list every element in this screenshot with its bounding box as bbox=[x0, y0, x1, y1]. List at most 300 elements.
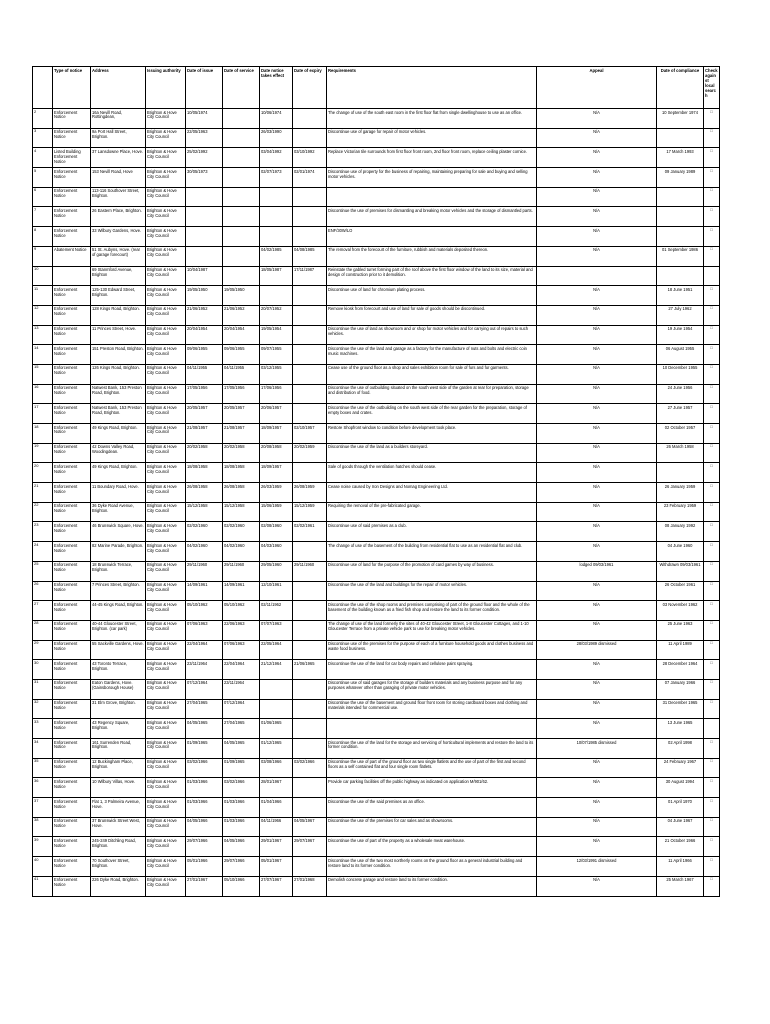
cell-check: □ bbox=[704, 837, 720, 857]
cell-expiry-date bbox=[293, 207, 327, 227]
cell-expiry-date bbox=[293, 325, 327, 345]
enforcement-notices-table bbox=[32, 66, 720, 897]
cell-num: 19 bbox=[33, 443, 53, 463]
cell-address: 153 Nevill Road, Hove bbox=[91, 168, 146, 188]
cell-requirements: Discontinue the use of part of the property as a wholesale meat warehouse. bbox=[327, 837, 537, 857]
cell-requirements: Discontinue the use of the premises for car sales and as showrooms. bbox=[327, 817, 537, 837]
cell-effect-date: 05/01/1967 bbox=[260, 857, 293, 877]
cell-check: □ bbox=[704, 286, 720, 306]
cell-type: Enforcement Notice bbox=[53, 601, 91, 621]
cell-authority: Brighton & Hove City Council bbox=[146, 443, 186, 463]
cell-requirements: Discontinue use of land for chromium plating process. bbox=[327, 286, 537, 306]
table-row bbox=[33, 246, 720, 266]
cell-type: Enforcement Notice bbox=[53, 758, 91, 778]
cell-effect-date bbox=[260, 679, 293, 699]
cell-check: □ bbox=[704, 246, 720, 266]
cell-num: 23 bbox=[33, 522, 53, 542]
cell-requirements: Discontinue use of garage for repair of motor vehicles. bbox=[327, 128, 537, 148]
cell-num: 29 bbox=[33, 640, 53, 660]
table-row bbox=[33, 325, 720, 345]
cell-service-date: 14/09/1961 bbox=[223, 581, 260, 601]
cell-service-date bbox=[223, 109, 260, 129]
cell-num: 14 bbox=[33, 345, 53, 365]
cell-appeal: 10/07/1985 dismissed bbox=[537, 739, 657, 759]
table-row bbox=[33, 679, 720, 699]
cell-num: 12 bbox=[33, 305, 53, 325]
cell-expiry-date bbox=[293, 364, 327, 384]
cell-address: 226 Dyke Road, Brighton. bbox=[91, 876, 146, 896]
cell-num: 5 bbox=[33, 168, 53, 188]
cell-effect-date: 21/12/1964 bbox=[260, 660, 293, 680]
table-row bbox=[33, 207, 720, 227]
cell-check: □ bbox=[704, 679, 720, 699]
table-row bbox=[33, 128, 720, 148]
cell-check: □ bbox=[704, 739, 720, 759]
cell-authority: Brighton & Hove City Council bbox=[146, 758, 186, 778]
cell-appeal: N/A bbox=[537, 542, 657, 562]
cell-service-date bbox=[223, 246, 260, 266]
cell-compliance-date: 04 June 1967 bbox=[657, 817, 704, 837]
cell-type: Enforcement Notice bbox=[53, 640, 91, 660]
cell-effect-date bbox=[260, 207, 293, 227]
cell-requirements: Discontinue the use of outbuilding situated on the south west side of the garden at rear for preparation, storage and distribution of food. bbox=[327, 384, 537, 404]
cell-num: 32 bbox=[33, 699, 53, 719]
cell-authority: Brighton & Hove City Council bbox=[146, 345, 186, 365]
cell-authority: Brighton & Hove City Council bbox=[146, 739, 186, 759]
table-row bbox=[33, 404, 720, 424]
cell-effect-date: 01/04/1966 bbox=[260, 798, 293, 818]
cell-appeal: N/A bbox=[537, 148, 657, 168]
cell-num: 20 bbox=[33, 463, 53, 483]
cell-num: 4 bbox=[33, 148, 53, 168]
cell-type: Enforcement Notice bbox=[53, 187, 91, 207]
cell-appeal: N/A bbox=[537, 424, 657, 444]
cell-appeal: N/A bbox=[537, 876, 657, 896]
cell-compliance-date: 03 November 1962 bbox=[657, 601, 704, 621]
cell-address: Natwest Bank, 153 Preston Road, Brighton. bbox=[91, 384, 146, 404]
cell-appeal: N/A bbox=[537, 601, 657, 621]
cell-authority: Brighton & Hove City Council bbox=[146, 227, 186, 247]
cell-expiry-date: 04/08/1985 bbox=[293, 246, 327, 266]
cell-expiry-date: 27/01/1968 bbox=[293, 876, 327, 896]
cell-type: Enforcement Notice bbox=[53, 837, 91, 857]
cell-authority: Brighton & Hove City Council bbox=[146, 168, 186, 188]
cell-address: 43 Regency Square, Brighton. bbox=[91, 719, 146, 739]
cell-type: Enforcement Notice bbox=[53, 699, 91, 719]
cell-expiry-date bbox=[293, 798, 327, 818]
cell-appeal: N/A bbox=[537, 325, 657, 345]
cell-check: □ bbox=[704, 857, 720, 877]
table-row bbox=[33, 817, 720, 837]
table-row bbox=[33, 620, 720, 640]
cell-num: 21 bbox=[33, 483, 53, 503]
cell-authority: Brighton & Hove City Council bbox=[146, 817, 186, 837]
cell-compliance-date: 25 June 1963 bbox=[657, 620, 704, 640]
cell-service-date: 27/04/1965 bbox=[223, 719, 260, 739]
cell-address: 40-44 Gloucester Street, Brighton. (car park) bbox=[91, 620, 146, 640]
cell-effect-date: 07/07/1963 bbox=[260, 620, 293, 640]
cell-num: 35 bbox=[33, 758, 53, 778]
cell-effect-date: 28/01/1967 bbox=[260, 778, 293, 798]
cell-num: 2 bbox=[33, 109, 53, 129]
table-row bbox=[33, 384, 720, 404]
cell-expiry-date: 29/11/1960 bbox=[293, 561, 327, 581]
cell-compliance-date: 01 April 1970 bbox=[657, 798, 704, 818]
cell-appeal: N/A bbox=[537, 168, 657, 188]
cell-address: 18 Brunswick Terrace, Brighton. bbox=[91, 561, 146, 581]
header-num bbox=[33, 67, 53, 109]
cell-type: Enforcement Notice bbox=[53, 109, 91, 129]
cell-issue-date: 22/04/1964 bbox=[186, 640, 223, 660]
cell-num: 15 bbox=[33, 364, 53, 384]
cell-check: □ bbox=[704, 187, 720, 207]
cell-effect-date: 18/09/1957 bbox=[260, 424, 293, 444]
cell-expiry-date bbox=[293, 699, 327, 719]
cell-type: Enforcement Notice bbox=[53, 286, 91, 306]
cell-num: 3 bbox=[33, 128, 53, 148]
cell-type: Enforcement Notice bbox=[53, 227, 91, 247]
table-row bbox=[33, 168, 720, 188]
cell-effect-date: 04/03/1960 bbox=[260, 542, 293, 562]
cell-check: □ bbox=[704, 601, 720, 621]
cell-issue-date: 25/02/1992 bbox=[186, 148, 223, 168]
cell-check bbox=[704, 719, 720, 739]
cell-address: 12 Buckingham Place, Brighton. bbox=[91, 758, 146, 778]
cell-address: 43 Toronto Terrace, Brighton. bbox=[91, 660, 146, 680]
cell-appeal: N/A bbox=[537, 837, 657, 857]
cell-num: 24 bbox=[33, 542, 53, 562]
cell-authority: Brighton & Hove City Council bbox=[146, 837, 186, 857]
cell-issue-date: 05/01/1966 bbox=[186, 857, 223, 877]
cell-requirements: Discontinue the use of the shop rooms and premises comprising of part of the ground floor and the whole of the basement of the building known as a fried fish shop and restore the land to its former condition. bbox=[327, 601, 537, 621]
cell-requirements: Sale of goods through the ventilation hatches should cease. bbox=[327, 463, 537, 483]
cell-compliance-date: 11 April 1966 bbox=[657, 857, 704, 877]
cell-issue-date: 21/08/1957 bbox=[186, 424, 223, 444]
cell-num: 9 bbox=[33, 246, 53, 266]
cell-compliance-date: 04 June 1960 bbox=[657, 542, 704, 562]
cell-address: Natwest Bank, 153 Preston Road, Brighton. bbox=[91, 404, 146, 424]
cell-appeal: N/A bbox=[537, 443, 657, 463]
cell-effect-date: 04/11/1966 bbox=[260, 817, 293, 837]
cell-effect-date: 19/05/1954 bbox=[260, 325, 293, 345]
cell-effect-date: 02/07/1973 bbox=[260, 168, 293, 188]
cell-address: 161 Surrenden Road, Brighton. bbox=[91, 739, 146, 759]
cell-service-date: 02/02/1960 bbox=[223, 522, 260, 542]
cell-check: □ bbox=[704, 778, 720, 798]
cell-expiry-date: 21/06/1965 bbox=[293, 660, 327, 680]
cell-type: Enforcement Notice bbox=[53, 364, 91, 384]
cell-expiry-date bbox=[293, 581, 327, 601]
cell-effect-date: 27/07/1967 bbox=[260, 876, 293, 896]
cell-appeal: N/A bbox=[537, 286, 657, 306]
cell-issue-date bbox=[186, 246, 223, 266]
header-service: Date of service bbox=[223, 67, 260, 109]
table-row bbox=[33, 305, 720, 325]
cell-check: □ bbox=[704, 168, 720, 188]
cell-expiry-date bbox=[293, 640, 327, 660]
cell-expiry-date bbox=[293, 739, 327, 759]
cell-requirements: Discontinue the use of land as showroom and or shop for motor vehicles and for carrying out of repairs to such vehicles. bbox=[327, 325, 537, 345]
cell-compliance-date: 10 December 1955 bbox=[657, 364, 704, 384]
cell-service-date: 17/05/1956 bbox=[223, 384, 260, 404]
cell-type: Enforcement Notice bbox=[53, 404, 91, 424]
table-row bbox=[33, 798, 720, 818]
cell-check: □ bbox=[704, 443, 720, 463]
cell-effect-date: 20/07/1952 bbox=[260, 305, 293, 325]
cell-issue-date: 09/06/1955 bbox=[186, 345, 223, 365]
cell-authority: Brighton & Hove City Council bbox=[146, 679, 186, 699]
cell-compliance-date: 28 December 1964 bbox=[657, 660, 704, 680]
table-row bbox=[33, 739, 720, 759]
cell-compliance-date: 26 March 1958 bbox=[657, 443, 704, 463]
table-row bbox=[33, 719, 720, 739]
cell-authority: Brighton & Hove City Council bbox=[146, 384, 186, 404]
cell-address: 31 Elm Grove, Brighton. bbox=[91, 699, 146, 719]
cell-expiry-date bbox=[293, 109, 327, 129]
cell-num: 6 bbox=[33, 187, 53, 207]
cell-requirements bbox=[327, 719, 537, 739]
cell-authority: Brighton & Hove City Council bbox=[146, 719, 186, 739]
cell-compliance-date bbox=[657, 187, 704, 207]
cell-appeal: N/A bbox=[537, 246, 657, 266]
cell-expiry-date bbox=[293, 463, 327, 483]
cell-effect-date: 02/08/1960 bbox=[260, 522, 293, 542]
cell-effect-date: 20/06/1957 bbox=[260, 404, 293, 424]
cell-appeal: N/A bbox=[537, 109, 657, 129]
cell-check: □ bbox=[704, 404, 720, 424]
cell-num: 39 bbox=[33, 837, 53, 857]
cell-compliance-date: 26 October 1961 bbox=[657, 581, 704, 601]
cell-authority: Brighton & Hove City Council bbox=[146, 128, 186, 148]
cell-issue-date: 20/04/1954 bbox=[186, 325, 223, 345]
table-row bbox=[33, 758, 720, 778]
cell-authority: Brighton & Hove City Council bbox=[146, 640, 186, 660]
cell-authority: Brighton & Hove City Council bbox=[146, 778, 186, 798]
header-check: Check against local search bbox=[704, 67, 720, 109]
cell-effect-date: 29/01/1967 bbox=[260, 837, 293, 857]
table-row bbox=[33, 876, 720, 896]
cell-address: 49 Kings Road, Brighton. bbox=[91, 424, 146, 444]
cell-authority: Brighton & Hove City Council bbox=[146, 699, 186, 719]
cell-type: Enforcement Notice bbox=[53, 424, 91, 444]
cell-requirements: Discontinue the use of part of the ground floor as two single flatlets and the use of part of the first and second floors as a self contained flat and four single room flatlets. bbox=[327, 758, 537, 778]
cell-issue-date: 03/02/1966 bbox=[186, 758, 223, 778]
cell-address: Flat 1, 3 Palmeira Avenue, Hove. bbox=[91, 798, 146, 818]
cell-effect-date: 01/06/1965 bbox=[260, 719, 293, 739]
cell-issue-date: 10/04/1987 bbox=[186, 266, 223, 286]
cell-compliance-date: 10 September 1974 bbox=[657, 109, 704, 129]
cell-type: Enforcement Notice bbox=[53, 561, 91, 581]
cell-address: 55 Sackville Gardens, Hove. bbox=[91, 640, 146, 660]
cell-address: 49 Kings Road, Brighton. bbox=[91, 463, 146, 483]
cell-address: 113-116 Southover Street, Brighton. bbox=[91, 187, 146, 207]
cell-compliance-date: 06 August 1955 bbox=[657, 345, 704, 365]
cell-issue-date: 10/05/1974 bbox=[186, 109, 223, 129]
cell-type: Enforcement Notice bbox=[53, 542, 91, 562]
cell-service-date: 22/04/1964 bbox=[223, 660, 260, 680]
cell-type: Abatement Notice bbox=[53, 246, 91, 266]
table-row bbox=[33, 640, 720, 660]
cell-service-date: 26/08/1958 bbox=[223, 483, 260, 503]
cell-authority: Brighton & Hove City Council bbox=[146, 798, 186, 818]
cell-num: 38 bbox=[33, 817, 53, 837]
cell-effect-date bbox=[260, 187, 293, 207]
cell-compliance-date: 02 April 1998 bbox=[657, 739, 704, 759]
cell-address: 9a Port Hall Street, Brighton. bbox=[91, 128, 146, 148]
cell-expiry-date: 04/05/1967 bbox=[293, 817, 327, 837]
cell-appeal: N/A bbox=[537, 364, 657, 384]
cell-type: Enforcement Notice bbox=[53, 798, 91, 818]
cell-requirements: Discontinue use of land for the purpose of the promotion of card games by way of business. bbox=[327, 561, 537, 581]
cell-type: Enforcement Notice bbox=[53, 679, 91, 699]
cell-address: 33 Wilbury Gardens, Hove. bbox=[91, 227, 146, 247]
cell-requirements: Discontinue use of the premises for the purpose of each of a furniture household goods and clothes business and waste food business. bbox=[327, 640, 537, 660]
cell-address: 70 Southover Street, Brighton. bbox=[91, 857, 146, 877]
cell-authority: Brighton & Hove City Council bbox=[146, 266, 186, 286]
cell-authority: Brighton & Hove City Council bbox=[146, 857, 186, 877]
cell-num: 36 bbox=[33, 778, 53, 798]
cell-expiry-date: 29/07/1967 bbox=[293, 837, 327, 857]
cell-expiry-date bbox=[293, 542, 327, 562]
cell-service-date: 22/06/1963 bbox=[223, 620, 260, 640]
cell-service-date: 04/05/1965 bbox=[223, 739, 260, 759]
cell-effect-date: 22/05/1964 bbox=[260, 640, 293, 660]
cell-issue-date: 18/08/1958 bbox=[186, 463, 223, 483]
cell-issue-date: 21/06/1952 bbox=[186, 305, 223, 325]
cell-service-date: 07/12/1964 bbox=[223, 699, 260, 719]
cell-check: □ bbox=[704, 660, 720, 680]
cell-requirements: Discontinue use of property for the business of repairing, maintaining preparing for sale and buying and selling motor vehicles. bbox=[327, 168, 537, 188]
cell-requirements: The removal from the forecourt of the furniture, rubbish and materials deposited thereon. bbox=[327, 246, 537, 266]
cell-num: 11 bbox=[33, 286, 53, 306]
cell-issue-date: 26/08/1958 bbox=[186, 483, 223, 503]
cell-address: 51 St. Aubyns, Hove. (rear of garage forecourt) bbox=[91, 246, 146, 266]
cell-service-date: 03/02/1966 bbox=[223, 778, 260, 798]
cell-authority: Brighton & Hove City Council bbox=[146, 109, 186, 129]
cell-type: Enforcement Notice bbox=[53, 660, 91, 680]
cell-appeal: N/A bbox=[537, 620, 657, 640]
cell-compliance-date: Withdrawn 09/03/1961 bbox=[657, 561, 704, 581]
cell-effect-date: 17/06/1956 bbox=[260, 384, 293, 404]
cell-type: Enforcement Notice bbox=[53, 305, 91, 325]
cell-appeal: N/A bbox=[537, 207, 657, 227]
cell-appeal: N/A bbox=[537, 758, 657, 778]
cell-service-date bbox=[223, 207, 260, 227]
cell-requirements: Discontinue the use of the land and garage as a factory for the manufacture of nuts and bolts and electric coin music machines. bbox=[327, 345, 537, 365]
cell-address: Eaton Gardens, Hove. (Gainsborough House) bbox=[91, 679, 146, 699]
cell-issue-date: 20/05/1957 bbox=[186, 404, 223, 424]
cell-address: 46 Brunswick Square, Hove. bbox=[91, 522, 146, 542]
cell-effect-date: 02/11/1962 bbox=[260, 601, 293, 621]
cell-requirements: Demolish concrete garage and restore land to its former condition. bbox=[327, 876, 537, 896]
cell-type: Enforcement Notice bbox=[53, 778, 91, 798]
cell-num: 31 bbox=[33, 679, 53, 699]
cell-issue-date: 04/11/1955 bbox=[186, 364, 223, 384]
table-row bbox=[33, 364, 720, 384]
cell-authority: Brighton & Hove City Council bbox=[146, 660, 186, 680]
table-row bbox=[33, 266, 720, 286]
cell-authority: Brighton & Hove City Council bbox=[146, 601, 186, 621]
cell-requirements: Provide car parking facilities off the public highway as indicated on application M/901/62. bbox=[327, 778, 537, 798]
cell-service-date: 20/05/1957 bbox=[223, 404, 260, 424]
cell-appeal: N/A bbox=[537, 778, 657, 798]
cell-authority: Brighton & Hove City Council bbox=[146, 483, 186, 503]
cell-requirements: Discontinue the use of the outbuilding on the south west side of the rear garden for the preparation, storage of empty boxes and crates. bbox=[327, 404, 537, 424]
cell-requirements bbox=[327, 187, 537, 207]
cell-requirements: Discontinue the use of the basement and ground floor front room for storing cardboard boxes and clothing and materials intended for commercial use. bbox=[327, 699, 537, 719]
cell-type: Enforcement Notice bbox=[53, 620, 91, 640]
cell-effect-date bbox=[260, 699, 293, 719]
cell-check: □ bbox=[704, 817, 720, 837]
cell-type: Enforcement Notice bbox=[53, 443, 91, 463]
cell-authority: Brighton & Hove City Council bbox=[146, 502, 186, 522]
cell-type: Enforcement Notice bbox=[53, 719, 91, 739]
cell-appeal: N/A bbox=[537, 679, 657, 699]
cell-check: □ bbox=[704, 561, 720, 581]
cell-service-date: 20/04/1954 bbox=[223, 325, 260, 345]
cell-type: Enforcement Notice bbox=[53, 876, 91, 896]
cell-compliance-date: 21 October 1966 bbox=[657, 837, 704, 857]
cell-compliance-date: 13 June 1965 bbox=[657, 719, 704, 739]
cell-service-date: 21/06/1952 bbox=[223, 305, 260, 325]
cell-authority: Brighton & Hove City Council bbox=[146, 325, 186, 345]
cell-check: □ bbox=[704, 542, 720, 562]
cell-service-date: 07/06/1963 bbox=[223, 640, 260, 660]
header-requirements: Requirements bbox=[327, 67, 537, 109]
table-row bbox=[33, 837, 720, 857]
cell-num: 41 bbox=[33, 876, 53, 896]
cell-compliance-date: 27 June 1957 bbox=[657, 404, 704, 424]
cell-service-date bbox=[223, 227, 260, 247]
cell-requirements: Restore Shopfront window to condition before development took place. bbox=[327, 424, 537, 444]
table-row bbox=[33, 522, 720, 542]
header-effect: Date notice takes effect bbox=[260, 67, 293, 109]
cell-requirements: Cease use of the ground floor as a shop and sales exhibition room for sale of furs and fur garments. bbox=[327, 364, 537, 384]
cell-requirements: The change of use of the land formerly the sites of 40-42 Gloucester Street, 1-8 Gloucester Cottages, and 1-10 Gloucester Terrace from a private vehicle park to use for breaking motor vehicles. bbox=[327, 620, 537, 640]
cell-num: 22 bbox=[33, 502, 53, 522]
cell-appeal: N/A bbox=[537, 798, 657, 818]
cell-compliance-date: 17 March 1993 bbox=[657, 148, 704, 168]
cell-requirements: Discontinue the use of the said premises as an office. bbox=[327, 798, 537, 818]
cell-check: □ bbox=[704, 325, 720, 345]
cell-issue-date bbox=[186, 207, 223, 227]
table-row bbox=[33, 345, 720, 365]
cell-check: □ bbox=[704, 483, 720, 503]
cell-compliance-date: 07 January 1966 bbox=[657, 679, 704, 699]
cell-service-date bbox=[223, 148, 260, 168]
cell-address: 11 Boundary Road, Hove. bbox=[91, 483, 146, 503]
cell-service-date: 04/02/1960 bbox=[223, 542, 260, 562]
table-row bbox=[33, 463, 720, 483]
cell-issue-date: 01/03/1966 bbox=[186, 778, 223, 798]
cell-expiry-date: 02/02/1961 bbox=[293, 522, 327, 542]
cell-appeal: N/A bbox=[537, 463, 657, 483]
cell-address: 125-130 Edward Street, Brighton. bbox=[91, 286, 146, 306]
cell-compliance-date: 24 February 1967 bbox=[657, 758, 704, 778]
cell-expiry-date bbox=[293, 384, 327, 404]
table-row bbox=[33, 601, 720, 621]
cell-type: Listed Building Enforcement Notice bbox=[53, 148, 91, 168]
cell-authority: Brighton & Hove City Council bbox=[146, 148, 186, 168]
cell-check: □ bbox=[704, 699, 720, 719]
table-row bbox=[33, 502, 720, 522]
cell-requirements: Requiring the removal of the pre-fabricated garage. bbox=[327, 502, 537, 522]
cell-service-date: 09/06/1955 bbox=[223, 345, 260, 365]
cell-service-date: 15/12/1958 bbox=[223, 502, 260, 522]
cell-effect-date: 04/02/1985 bbox=[260, 246, 293, 266]
cell-expiry-date: 26/08/1959 bbox=[293, 483, 327, 503]
cell-authority: Brighton & Hove City Council bbox=[146, 876, 186, 896]
